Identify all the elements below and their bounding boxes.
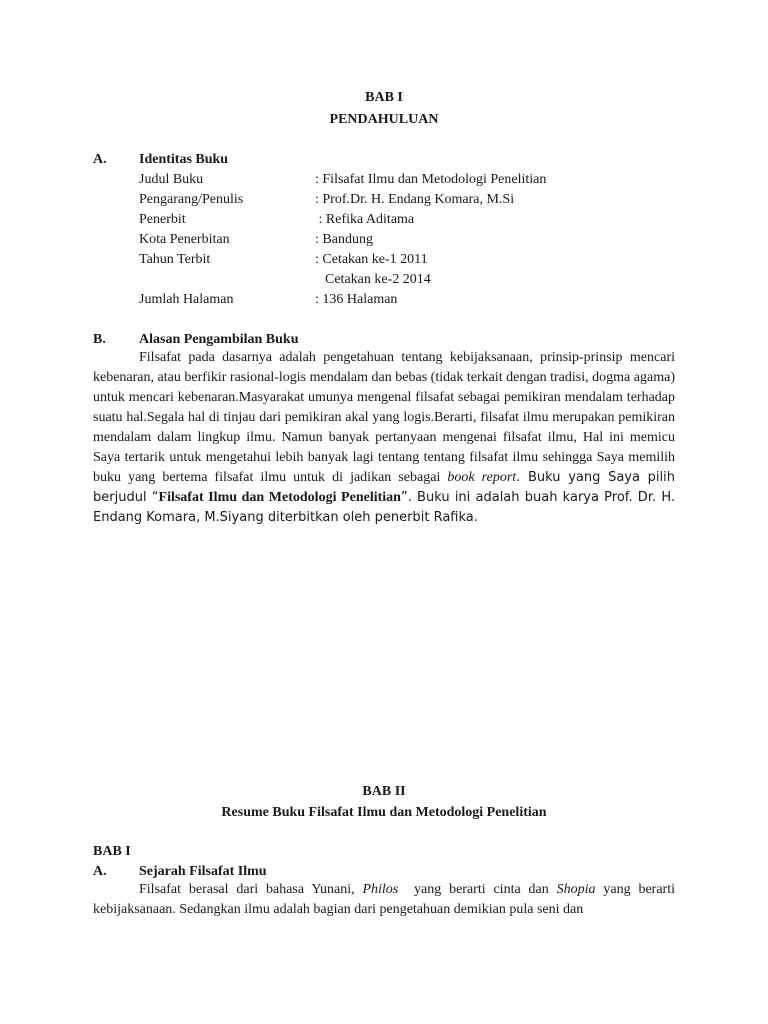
italic-text: Shopia: [556, 882, 596, 897]
paragraph-text: ”. Buku ini adalah buah karya Prof. Dr. H. Endang Komara, M.Siyang diterbitkan oleh penerbit Rafika.: [93, 490, 676, 525]
identity-row: [139, 190, 515, 210]
chapter-subtitle: PENDAHULUAN: [329, 112, 439, 127]
identity-value: : Filsafat Ilmu dan Metodologi Penelitian: [315, 172, 547, 187]
chapter-title: BAB II: [362, 784, 406, 799]
history-paragraph: [93, 880, 675, 920]
section-title: Alasan Pengambilan Buku: [139, 332, 299, 347]
identity-value: : Prof.Dr. H. Endang Komara, M.Si: [315, 192, 515, 207]
identity-label: Jumlah Halaman: [139, 292, 234, 307]
paragraph-text: yang berarti kebijaksanaan. Sedangkan ilmu adalah bagian dari pengetahuan demikian pula seni dan: [93, 882, 675, 917]
identity-row: [139, 290, 398, 310]
identity-row: [139, 170, 547, 190]
reason-paragraph: [93, 348, 675, 528]
subchapter-heading: BAB I: [93, 844, 131, 859]
paragraph-text: . Buku yang Saya pilih berjudul “: [93, 470, 675, 505]
section-heading: [93, 862, 267, 882]
paragraph-text: Filsafat berasal dari bahasa Yunani,: [139, 882, 363, 897]
section-number: A.: [93, 864, 107, 879]
chapter-title: BAB I: [365, 90, 403, 105]
paragraph-text: Filsafat pada dasarnya adalah pengetahuan tentang kebijaksanaan, prinsip-prinsip mencari kebenaran, atau berfikir rasional-logis mendalam dan bebas (tidak terkait dengan tradisi, dogma agama) untuk mencari kebenaran.Masyarakat umunya mengenal filsafat sebagai pemikiran mendalam terhadap suatu hal.Segala hal di tinjau dari pemikiran akal yang logis.Berarti, filsafat ilmu merupakan pemikiran mendalam dalam lingkup ilmu. Namun banyak pertanyaan mengenai filsafat ilmu, Hal ini memicu Saya tertarik untuk mengetahui lebih banyak lagi tentang tentang filsafat ilmu sehingga Saya memilih buku yang bertema filsafat ilmu untuk di jadikan sebagai: [93, 350, 675, 485]
identity-label: Kota Penerbitan: [139, 232, 230, 247]
paragraph-text: yang berarti cinta dan: [398, 882, 557, 897]
identity-value: Cetakan ke-2 2014: [325, 272, 431, 287]
section-number: B.: [93, 332, 106, 347]
identity-label: Judul Buku: [139, 172, 204, 187]
identity-value: : Refika Aditama: [315, 212, 415, 227]
section-a-heading: [93, 150, 228, 170]
section-title: Identitas Buku: [139, 152, 229, 167]
identity-value: : 136 Halaman: [315, 292, 398, 307]
chapter-subtitle: Resume Buku Filsafat Ilmu dan Metodologi Penelitian: [221, 805, 547, 820]
section-number: A.: [93, 152, 107, 167]
identity-row: [139, 250, 428, 270]
identity-value: : Cetakan ke-1 2011: [315, 252, 428, 267]
identity-label: Tahun Terbit: [139, 252, 211, 267]
book-title-bold: Filsafat Ilmu dan Metodologi Penelitian: [158, 490, 401, 505]
italic-text: Philos: [362, 882, 399, 897]
section-title: Sejarah Filsafat Ilmu: [139, 864, 267, 879]
identity-label: Pengarang/Penulis: [139, 192, 244, 207]
identity-row: [139, 230, 373, 250]
identity-value: : Bandung: [315, 232, 373, 247]
section-b-heading: [93, 330, 299, 350]
italic-text: book report: [447, 470, 517, 485]
identity-label: Penerbit: [139, 212, 186, 227]
identity-row: [139, 210, 415, 230]
